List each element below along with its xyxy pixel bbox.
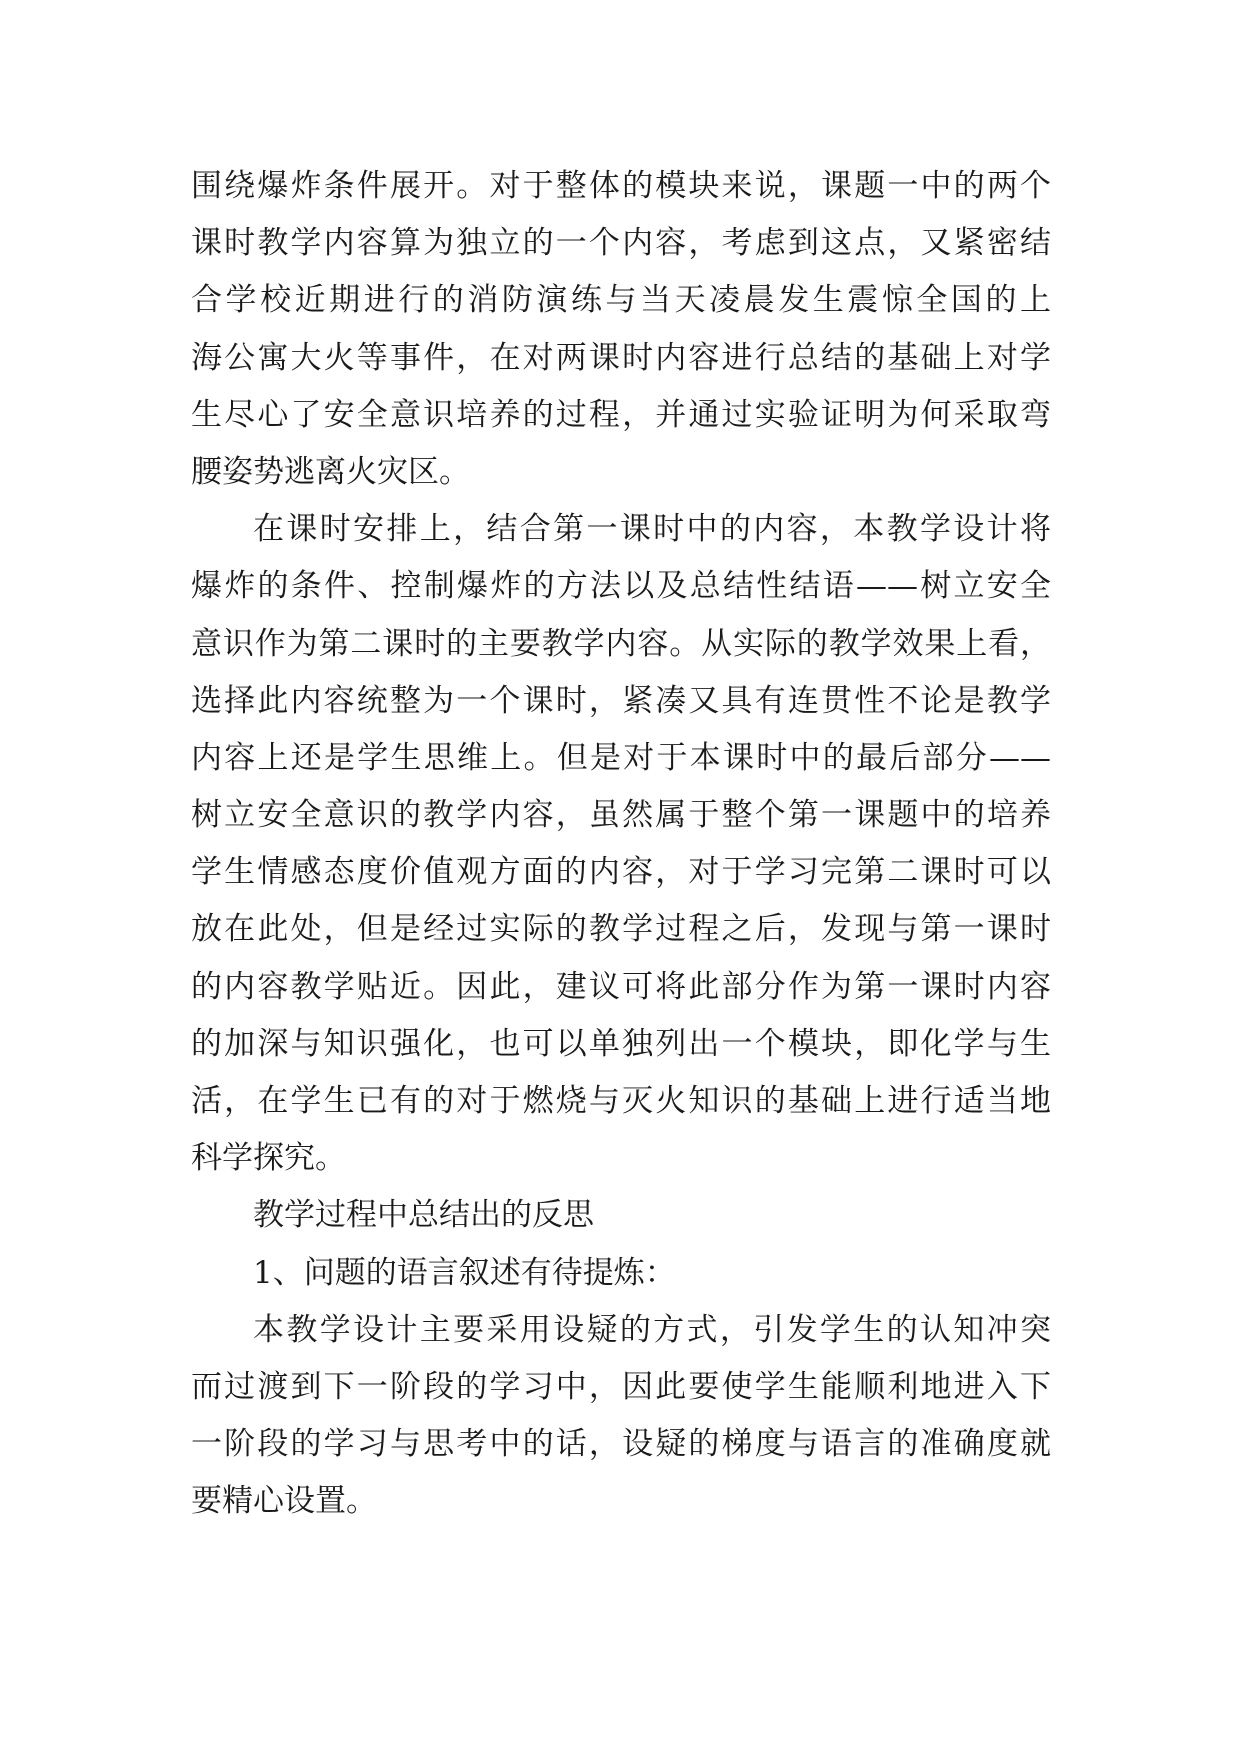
text-line: 科学探究。 (191, 1140, 346, 1177)
text-line: 的加深与知识强化，也可以单独列出一个模块，即化学与生 (191, 1025, 1051, 1062)
document-body (191, 158, 1051, 1531)
text-line: 要精心设置。 (191, 1483, 377, 1520)
text-line: 树立安全意识的教学内容，虽然属于整个第一课题中的培养 (191, 797, 1051, 834)
text-line: 腰姿势逃离火灾区。 (191, 453, 470, 490)
text-line: 而过渡到下一阶段的学习中，因此要使学生能顺利地进入下 (191, 1368, 1051, 1405)
text-line: 一阶段的学习与思考中的话，设疑的梯度与语言的准确度就 (191, 1426, 1051, 1463)
text-line: 本教学设计主要采用设疑的方式，引发学生的认知冲突 (253, 1311, 1051, 1348)
text-line: 学生情感态度价值观方面的内容，对于学习完第二课时可以 (191, 854, 1051, 891)
section-heading: 教学过程中总结出的反思 (253, 1197, 594, 1234)
text-line: 在课时安排上，结合第一课时中的内容，本教学设计将 (253, 511, 1051, 548)
text-line: 活，在学生已有的对于燃烧与灭火知识的基础上进行适当地 (191, 1083, 1051, 1119)
text-line: 围绕爆炸条件展开。对于整体的模块来说，课题一中的两个 (191, 168, 1051, 204)
text-line: 意识作为第二课时的主要教学内容。从实际的教学效果上看， (191, 625, 1051, 662)
text-line: 选择此内容统整为一个课时，紧凑又具有连贯性不论是教学 (191, 682, 1051, 719)
text-line: 生尽心了安全意识培养的过程，并通过实验证明为何采取弯 (191, 396, 1051, 433)
text-line: 课时教学内容算为独立的一个内容，考虑到这点，又紧密结 (191, 225, 1051, 262)
text-line: 的内容教学贴近。因此，建议可将此部分作为第一课时内容 (191, 968, 1051, 1005)
text-line: 放在此处，但是经过实际的教学过程之后，发现与第一课时 (191, 911, 1051, 948)
text-line: 海公寓大火等事件，在对两课时内容进行总结的基础上对学 (191, 339, 1051, 376)
numbered-item: 1、问题的语言叙述有待提炼： (253, 1254, 676, 1291)
text-line: 合学校近期进行的消防演练与当天凌晨发生震惊全国的上 (191, 282, 1051, 319)
text-line: 内容上还是学生思维上。但是对于本课时中的最后部分—— (191, 739, 1051, 776)
text-line: 爆炸的条件、控制爆炸的方法以及总结性结语——树立安全 (191, 568, 1051, 605)
